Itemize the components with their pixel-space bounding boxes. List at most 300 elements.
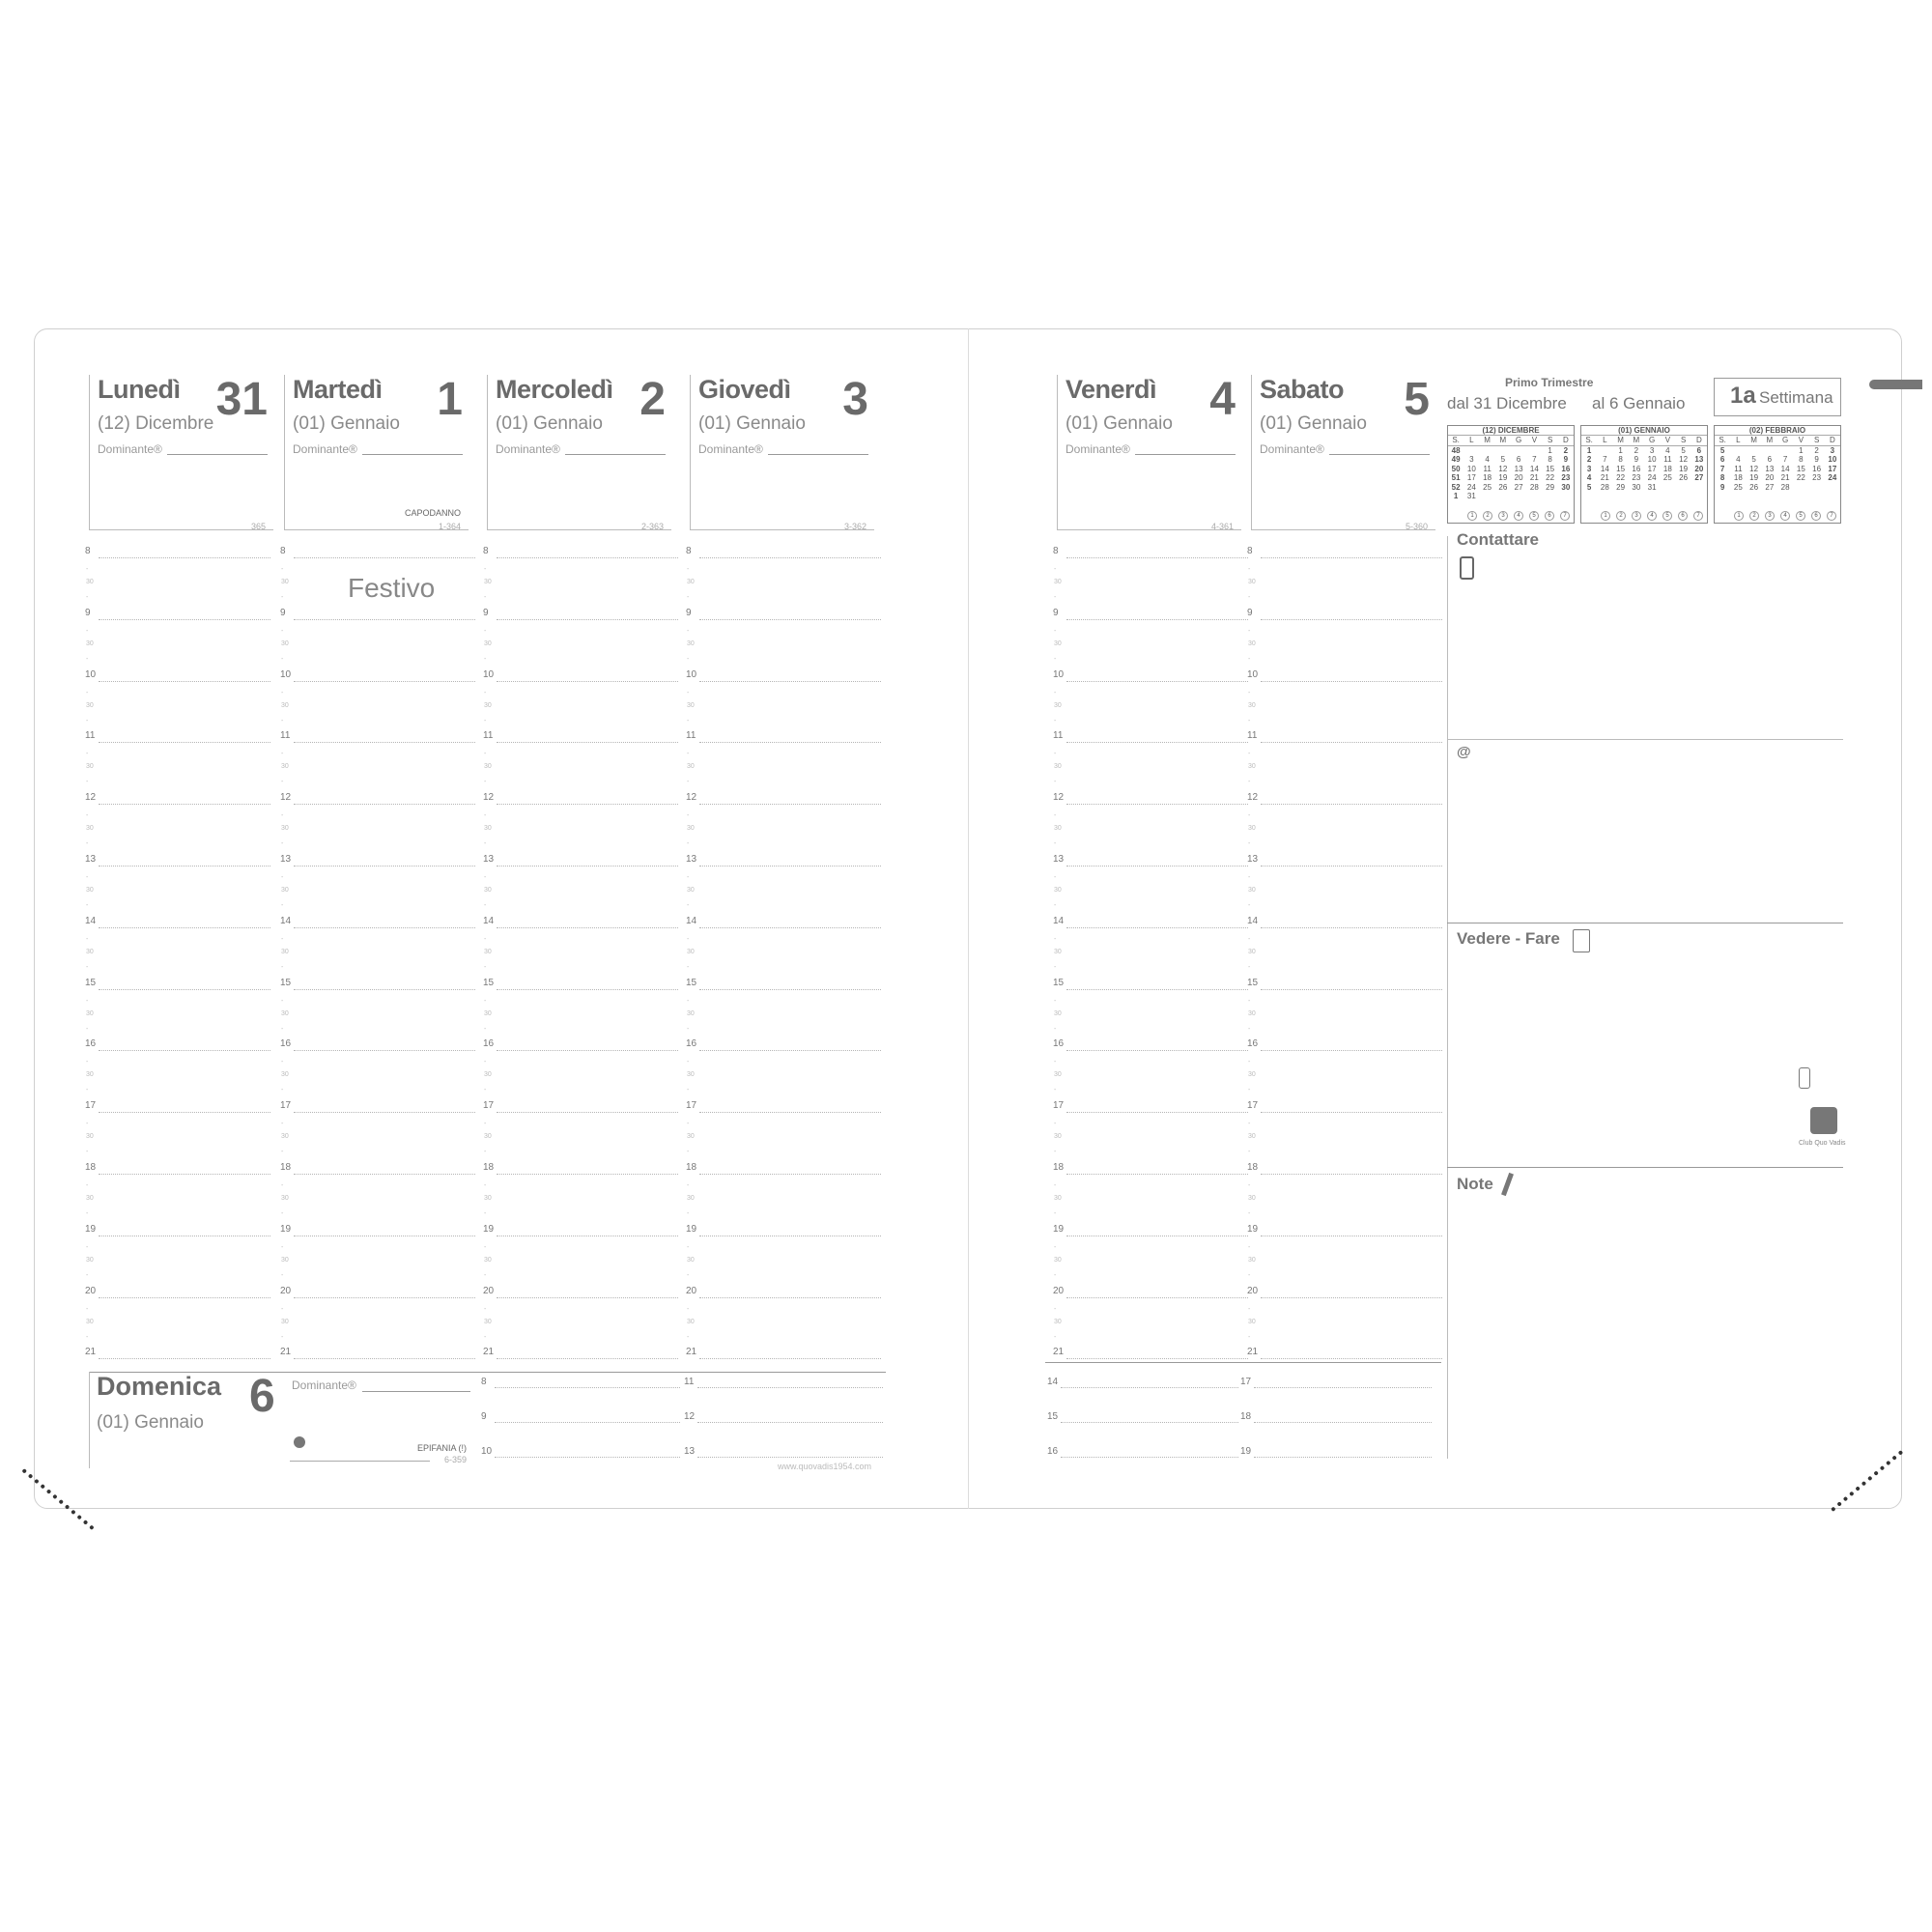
quarter-mark: - [1248,1025,1251,1033]
hour-label: 12 [686,792,697,804]
hour-slot[interactable] [1066,1297,1248,1298]
hour-slot[interactable] [697,1457,883,1458]
hour-slot[interactable] [99,1174,270,1175]
sunday-border [89,1372,90,1468]
quarter-mark: - [1054,1059,1057,1066]
hour-slot[interactable] [1066,1112,1248,1113]
hour-label: 11 [85,730,96,742]
quarter-mark: - [1054,1209,1057,1217]
hour-slot[interactable] [1261,1050,1442,1051]
day-cell [1676,483,1691,493]
half-hour-mark: 30 [484,701,492,709]
dominant-line[interactable] [768,454,868,455]
day-cell: 3 [1649,445,1655,455]
day-name: Giovedì [698,375,791,404]
quarter-mark: - [86,1182,89,1189]
half-hour-mark: 30 [1054,1318,1062,1325]
hour-label: 18 [483,1162,495,1173]
half-hour-mark: 30 [687,1009,695,1017]
day-cell: 13 [1514,464,1523,473]
day-cell: 29 [1616,482,1626,492]
hour-slot[interactable] [294,681,475,682]
hour-label: 9 [481,1411,487,1422]
half-hour-mark: 30 [484,886,492,894]
quarter-mark: - [1054,566,1057,573]
hour-slot[interactable] [699,681,881,682]
quarter-mark: - [86,1243,89,1251]
quarter-mark: - [1054,1243,1057,1251]
hour-label: 21 [483,1347,495,1358]
saturday-rule [1045,1362,1441,1363]
hour-slot[interactable] [294,989,475,990]
year-day: 1-364 [438,522,461,531]
quarter-to: al 6 Gennaio [1592,394,1686,412]
quarter-mark: - [281,566,284,573]
sunday-yearday: 6-359 [444,1455,468,1464]
quarter-mark: - [1248,901,1251,909]
hour-label: 15 [1047,1411,1059,1422]
hour-slot[interactable] [699,866,881,867]
quarter-mark: - [687,779,690,786]
quarter-mark: - [86,1121,89,1128]
quarter-mark: - [281,1243,284,1251]
sunday-line[interactable] [290,1461,430,1462]
quarter-mark: - [86,717,89,724]
hour-label: 8 [1247,546,1253,556]
hour-slot[interactable] [699,557,881,558]
weekday-circle: 1 [1467,511,1477,521]
hour-slot[interactable] [699,619,881,620]
half-hour-mark: 30 [281,948,289,955]
quarter-mark: - [1248,593,1251,601]
half-hour-mark: 30 [1248,578,1256,585]
sunday-month: (01) Gennaio [97,1412,204,1433]
hour-slot[interactable] [497,1358,678,1359]
half-hour-mark: 30 [1054,825,1062,833]
hour-label: 13 [280,854,292,865]
hour-label: 14 [280,915,292,926]
day-cell: 28 [1600,482,1609,492]
half-hour-mark: 30 [281,1194,289,1202]
hour-slot[interactable] [1261,619,1442,620]
hour-slot[interactable] [99,989,270,990]
weekday-circle: 6 [1545,511,1554,521]
weekday-circle: 1 [1601,511,1610,521]
quarter-mark: - [1054,1333,1057,1341]
quarter-mark: - [281,1209,284,1217]
half-hour-mark: 30 [1054,701,1062,709]
quarter-mark: - [687,963,690,971]
day-month: (01) Gennaio [1260,413,1367,434]
day-cell: 25 [1483,482,1492,492]
quarter-mark: - [1054,935,1057,943]
day-cell: 5 [1500,455,1506,464]
hour-slot[interactable] [294,1358,475,1359]
half-hour-mark: 30 [281,639,289,647]
quarter-mark: - [687,874,690,881]
notes-title: Note [1457,1175,1493,1193]
dow-label: M [1766,436,1774,444]
quarter-mark: - [281,997,284,1005]
quarter-mark: - [86,689,89,696]
hour-slot[interactable] [1261,1358,1442,1359]
mini-calendar-week [1715,473,1840,483]
quarter-mark: - [281,874,284,881]
day-number: 31 [215,374,268,425]
quarter-mark: - [86,566,89,573]
dominant-line[interactable] [362,454,463,455]
day-cell [1526,492,1542,501]
quarter-mark: - [1054,1025,1057,1033]
year-day: 2-363 [640,522,664,531]
hour-slot[interactable] [699,804,881,805]
day-cell: 9 [1814,455,1819,464]
hour-slot[interactable] [294,557,475,558]
hour-slot[interactable] [294,742,475,743]
quarter-mark: - [687,1182,690,1189]
day-cell: 26 [1749,482,1759,492]
quarter-mark: - [1054,655,1057,663]
hour-slot[interactable] [1261,866,1442,867]
weekday-circle: 4 [1780,511,1790,521]
year-day: 4-361 [1210,522,1234,531]
quarter-mark: - [86,840,89,848]
hour-slot[interactable] [1066,742,1248,743]
day-cell: 7 [1603,455,1607,464]
day-cell: 12 [1679,455,1689,464]
hour-label: 20 [483,1285,495,1296]
hour-slot[interactable] [99,619,270,620]
hour-slot[interactable] [99,927,270,928]
day-cell: 14 [1600,464,1609,473]
day-cell: 15 [1796,464,1805,473]
hour-slot[interactable] [1066,557,1248,558]
quarter-mark: - [484,812,487,820]
day-cell: 14 [1529,464,1539,473]
hour-slot[interactable] [497,1050,678,1051]
hour-label: 15 [483,977,495,988]
quarter-mark: - [1248,717,1251,724]
hour-slot[interactable] [497,681,678,682]
hour-label: 8 [686,546,692,556]
day-cell: 27 [1514,482,1523,492]
hour-slot[interactable] [1261,681,1442,682]
quarter-mark: - [1248,997,1251,1005]
dominant-line[interactable] [1135,454,1236,455]
quarter-mark: - [1248,1209,1251,1217]
hour-slot[interactable] [1261,804,1442,805]
hour-slot[interactable] [497,989,678,990]
half-hour-mark: 30 [86,763,94,771]
hour-slot[interactable] [697,1422,883,1423]
day-cell [1543,492,1558,501]
hour-slot[interactable] [497,1112,678,1113]
hour-slot[interactable] [497,742,678,743]
quarter-mark: - [1248,1182,1251,1189]
half-hour-mark: 30 [1054,763,1062,771]
contact-divider [1447,739,1843,740]
notepad-icon [1573,929,1590,952]
dow-label: D [1829,436,1835,444]
day-cell: 22 [1546,473,1555,482]
hour-label: 14 [1047,1377,1059,1387]
hour-slot[interactable] [294,619,475,620]
hour-slot[interactable] [495,1457,680,1458]
hour-slot[interactable] [99,1297,270,1298]
mini-calendar [1580,425,1708,524]
day-cell: 6 [1696,445,1702,455]
hour-slot[interactable] [1261,742,1442,743]
quarter-mark: - [484,935,487,943]
hour-slot[interactable] [1061,1387,1238,1388]
quarter-mark: - [281,593,284,601]
weekday-circle: 2 [1483,511,1492,521]
hour-label: 15 [686,977,697,988]
hour-slot[interactable] [1066,804,1248,805]
hour-slot[interactable] [699,742,881,743]
day-cell [1762,446,1777,456]
dominant-line[interactable] [565,454,666,455]
day-cell [1495,492,1511,501]
day-cell: 17 [1647,464,1657,473]
hour-slot[interactable] [1066,1358,1248,1359]
day-cell [1511,492,1526,501]
quarter-mark: - [86,874,89,881]
hour-slot[interactable] [1061,1422,1238,1423]
hour-slot[interactable] [99,1112,270,1113]
mini-calendar-week [1448,446,1574,456]
dow-label: L [1736,436,1741,444]
hour-slot[interactable] [1261,1174,1442,1175]
quarter-mark: - [281,779,284,786]
hour-label: 15 [280,977,292,988]
day-cell: 5 [1751,455,1756,464]
hour-slot[interactable] [697,1387,883,1388]
hour-slot[interactable] [1254,1387,1432,1388]
hour-label: 13 [1247,854,1259,865]
quarter-mark: - [1054,593,1057,601]
hour-slot[interactable] [294,866,475,867]
quarter-mark: - [281,963,284,971]
dow-label: G [1516,436,1522,444]
hour-slot[interactable] [1261,1297,1442,1298]
day-month: (12) Dicembre [98,413,214,434]
hour-label: 17 [1053,1100,1065,1112]
quarter-mark: - [281,1059,284,1066]
hour-slot[interactable] [294,1050,475,1051]
day-cell: 17 [1466,473,1476,482]
quarter-mark: - [484,1333,487,1341]
half-hour-mark: 30 [484,948,492,955]
hour-slot[interactable] [1066,1174,1248,1175]
quarter-mark: - [1054,627,1057,635]
hour-slot[interactable] [1066,866,1248,867]
hour-slot[interactable] [1066,927,1248,928]
holiday-label: CAPODANNO [404,508,461,518]
weekday-circle: 5 [1662,511,1672,521]
day-cell: 13 [1694,455,1704,464]
day-cell: 10 [1466,464,1476,473]
hour-slot[interactable] [1066,681,1248,682]
hour-slot[interactable] [497,619,678,620]
hour-slot[interactable] [99,681,270,682]
hour-slot[interactable] [699,1174,881,1175]
hour-slot[interactable] [699,1050,881,1051]
hour-slot[interactable] [294,927,475,928]
hour-label: 13 [1053,854,1065,865]
half-hour-mark: 30 [281,1256,289,1264]
quarter-title: Primo Trimestre [1505,376,1594,389]
hour-label: 10 [686,668,697,680]
quarter-mark: - [687,840,690,848]
hour-label: 19 [85,1223,97,1235]
weekday-circle: 2 [1616,511,1626,521]
quarter-mark: - [484,1305,487,1313]
hour-slot[interactable] [99,742,270,743]
hour-slot[interactable] [99,804,270,805]
day-cell [1825,483,1840,493]
hour-label: 13 [85,854,97,865]
week-number-cell: 9 [1719,482,1725,492]
hour-slot[interactable] [1066,619,1248,620]
dow-label: L [1469,436,1474,444]
hour-label: 20 [85,1285,97,1296]
quarter-mark: - [484,593,487,601]
hour-slot[interactable] [699,1297,881,1298]
hour-slot[interactable] [497,866,678,867]
day-cell [1730,446,1746,456]
dominant-line[interactable] [167,454,268,455]
half-hour-mark: 30 [1248,701,1256,709]
mini-calendar-week [1715,446,1840,456]
quarter-mark: - [687,627,690,635]
quarter-mark: - [1054,1149,1057,1156]
hour-slot[interactable] [99,1358,270,1359]
hour-slot[interactable] [294,804,475,805]
quarter-mark: - [1248,840,1251,848]
hour-label: 9 [686,607,692,618]
dow-label: M [1633,436,1640,444]
half-hour-mark: 30 [86,825,94,833]
day-cell: 7 [1532,455,1537,464]
day-cell: 21 [1780,473,1790,482]
quarter-mark: - [687,1059,690,1066]
hour-slot[interactable] [1261,927,1442,928]
dow-label: S. [1585,436,1593,444]
hour-label: 11 [280,730,291,742]
quarter-mark: - [687,566,690,573]
quarter-mark: - [484,874,487,881]
quarter-mark: - [281,1149,284,1156]
day-name: Sabato [1260,375,1345,404]
half-hour-mark: 30 [1248,1256,1256,1264]
day-cell: 16 [1561,464,1571,473]
hour-slot[interactable] [99,1050,270,1051]
hour-label: 9 [85,607,91,618]
sunday-dominant-line[interactable] [362,1391,470,1392]
day-number: 3 [842,374,868,425]
weekday-circle: 5 [1796,511,1805,521]
hour-slot[interactable] [294,1174,475,1175]
hour-slot[interactable] [699,1112,881,1113]
hour-label: 10 [280,668,292,680]
hour-slot[interactable] [1261,557,1442,558]
hour-slot[interactable] [1254,1457,1432,1458]
hour-slot[interactable] [1261,989,1442,990]
day-cell: 2 [1563,445,1569,455]
day-number: 2 [639,374,666,425]
hour-slot[interactable] [699,989,881,990]
hour-slot[interactable] [1254,1422,1432,1423]
day-cell: 26 [1498,482,1508,492]
hour-slot[interactable] [294,1297,475,1298]
hour-label: 8 [483,546,489,556]
hour-slot[interactable] [1261,1112,1442,1113]
hour-slot[interactable] [495,1422,680,1423]
dominant-line[interactable] [1329,454,1430,455]
quarter-mark: - [687,1243,690,1251]
half-hour-mark: 30 [484,1194,492,1202]
dow-label: S. [1452,436,1460,444]
hour-slot[interactable] [497,557,678,558]
hour-slot[interactable] [1066,1050,1248,1051]
half-hour-mark: 30 [281,701,289,709]
contact-title: Contattare [1457,530,1540,549]
day-header [690,375,874,530]
day-cell [1463,446,1479,456]
hour-label: 10 [1247,668,1259,680]
hour-label: 16 [1053,1038,1065,1050]
hour-slot[interactable] [99,866,270,867]
hour-slot[interactable] [497,927,678,928]
hour-slot[interactable] [1066,989,1248,990]
hour-slot[interactable] [495,1387,680,1388]
half-hour-mark: 30 [1248,1318,1256,1325]
hour-slot[interactable] [99,557,270,558]
day-cell: 24 [1466,482,1476,492]
day-cell: 28 [1529,482,1539,492]
hour-label: 9 [483,607,489,618]
hour-slot[interactable] [294,1112,475,1113]
day-cell: 12 [1498,464,1508,473]
quarter-mark: - [281,840,284,848]
hour-slot[interactable] [497,1174,678,1175]
day-cell: 22 [1616,473,1626,482]
half-hour-mark: 30 [1054,886,1062,894]
quarter-mark: - [86,1305,89,1313]
hour-label: 18 [1053,1162,1065,1173]
half-hour-mark: 30 [1248,948,1256,955]
half-hour-mark: 30 [687,1318,695,1325]
sunday-number: 6 [249,1371,275,1422]
quarter-mark: - [86,1025,89,1033]
half-hour-mark: 30 [484,1071,492,1079]
hour-slot[interactable] [497,1297,678,1298]
day-number: 4 [1209,374,1236,425]
hour-slot[interactable] [699,927,881,928]
half-hour-mark: 30 [1054,578,1062,585]
hour-slot[interactable] [1061,1457,1238,1458]
quarter-mark: - [281,812,284,820]
half-hour-mark: 30 [1054,1009,1062,1017]
hour-label: 12 [1053,792,1065,804]
hour-slot[interactable] [699,1358,881,1359]
half-hour-mark: 30 [687,578,695,585]
day-cell: 15 [1546,464,1555,473]
hour-slot[interactable] [497,804,678,805]
hour-label: 10 [481,1446,493,1457]
quarter-mark: - [1248,874,1251,881]
